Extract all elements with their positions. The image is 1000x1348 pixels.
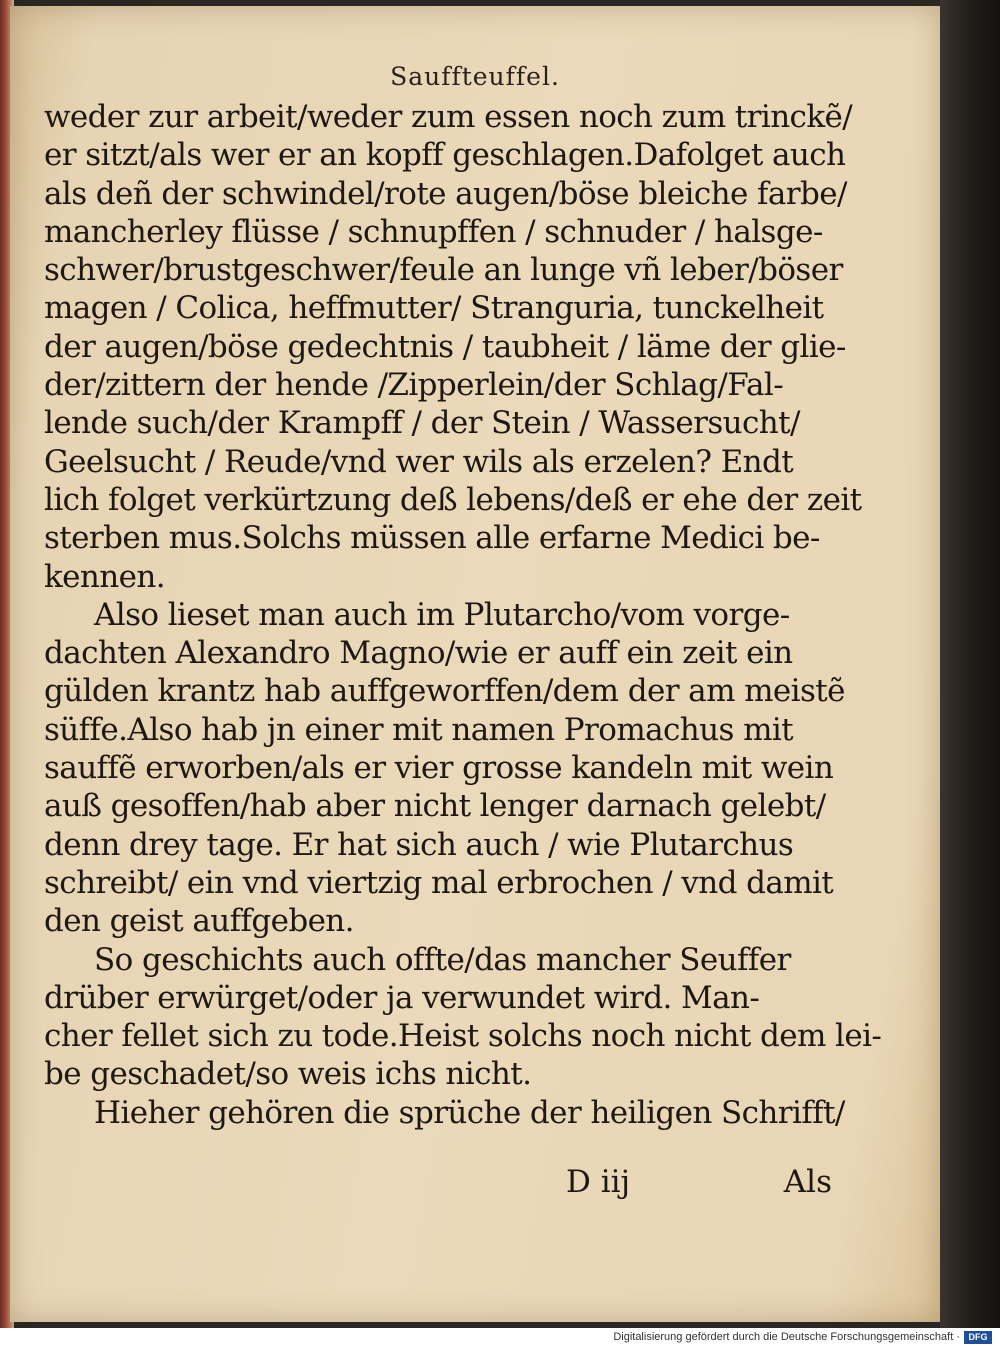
text-line: gülden krantz hab auffgeworffen/dem der am meistẽ bbox=[44, 673, 845, 710]
text-line: So geschichts auch offte/das mancher Seuffer bbox=[94, 941, 791, 978]
text-block bbox=[44, 98, 882, 1132]
text-line: magen / Colica, heffmutter/ Stranguria, tunckelheit bbox=[44, 290, 824, 327]
funding-credit: Digitalisierung gefördert durch die Deutsche Forschungsgemeinschaft · bbox=[613, 1331, 960, 1343]
text-line: süffe.Also hab jn einer mit namen Promachus mit bbox=[44, 711, 794, 748]
text-line: dachten Alexandro Magno/wie er auff ein zeit ein bbox=[44, 635, 793, 672]
text-line: cher fellet sich zu tode.Heist solchs noch nicht dem lei- bbox=[44, 1018, 882, 1055]
text-line: sterben mus.Solchs müssen alle erfarne Medici be- bbox=[44, 520, 820, 557]
text-line: Hieher gehören die sprüche der heiligen Schrifft/ bbox=[94, 1094, 845, 1131]
page-gutter-shadow bbox=[940, 0, 1000, 1328]
scanned-page bbox=[10, 6, 940, 1322]
text-line: lende such/der Krampff / der Stein / Wassersucht/ bbox=[44, 405, 800, 442]
text-line: als deñ der schwindel/rote augen/böse bleiche farbe/ bbox=[44, 175, 847, 212]
text-line: schwer/brustgeschwer/feule an lunge vñ leber/böser bbox=[44, 252, 843, 289]
text-line: kennen. bbox=[44, 558, 166, 595]
text-line: Geelsucht / Reude/vnd wer wils als erzelen? Endt bbox=[44, 443, 794, 480]
text-line: be geschadet/so weis ichs nicht. bbox=[44, 1056, 532, 1093]
text-line: drüber erwürget/oder ja verwundet wird. Man- bbox=[44, 979, 760, 1016]
text-line: auß gesoffen/hab aber nicht lenger darnach gelebt/ bbox=[44, 788, 826, 825]
text-line: Also lieset man auch im Plutarcho/vom vorge- bbox=[94, 596, 790, 633]
text-line: der/zittern der hende /Zipperlein/der Schlag/Fal- bbox=[44, 367, 784, 404]
signature-mark: D iij bbox=[566, 1164, 631, 1200]
text-line: lich folget verkürtzung deß lebens/deß er ehe der zeit bbox=[44, 481, 862, 518]
text-line: er sitzt/als wer er an kopff geschlagen.Dafolget auch bbox=[44, 137, 846, 174]
text-line: den geist auffgeben. bbox=[44, 903, 354, 940]
funding-bar bbox=[0, 1328, 1000, 1348]
text-line: mancherley flüsse / schnupffen / schnuder / halsge- bbox=[44, 213, 823, 250]
dfg-logo: DFG bbox=[964, 1331, 992, 1344]
text-line: schreibt/ ein vnd viertzig mal erbrochen / vnd damit bbox=[44, 864, 834, 901]
catchword: Als bbox=[783, 1164, 832, 1200]
text-line: weder zur arbeit/weder zum essen noch zum trinckẽ/ bbox=[44, 99, 853, 135]
text-line: sauffẽ erworben/als er vier grosse kandeln mit wein bbox=[44, 750, 834, 787]
text-line: denn drey tage. Er hat sich auch / wie Plutarchus bbox=[44, 826, 794, 863]
page-footer bbox=[566, 1164, 846, 1204]
text-line: der augen/böse gedechtnis / taubheit / läme der glie- bbox=[44, 328, 846, 365]
running-head: Sauffteuffel. bbox=[390, 62, 560, 91]
